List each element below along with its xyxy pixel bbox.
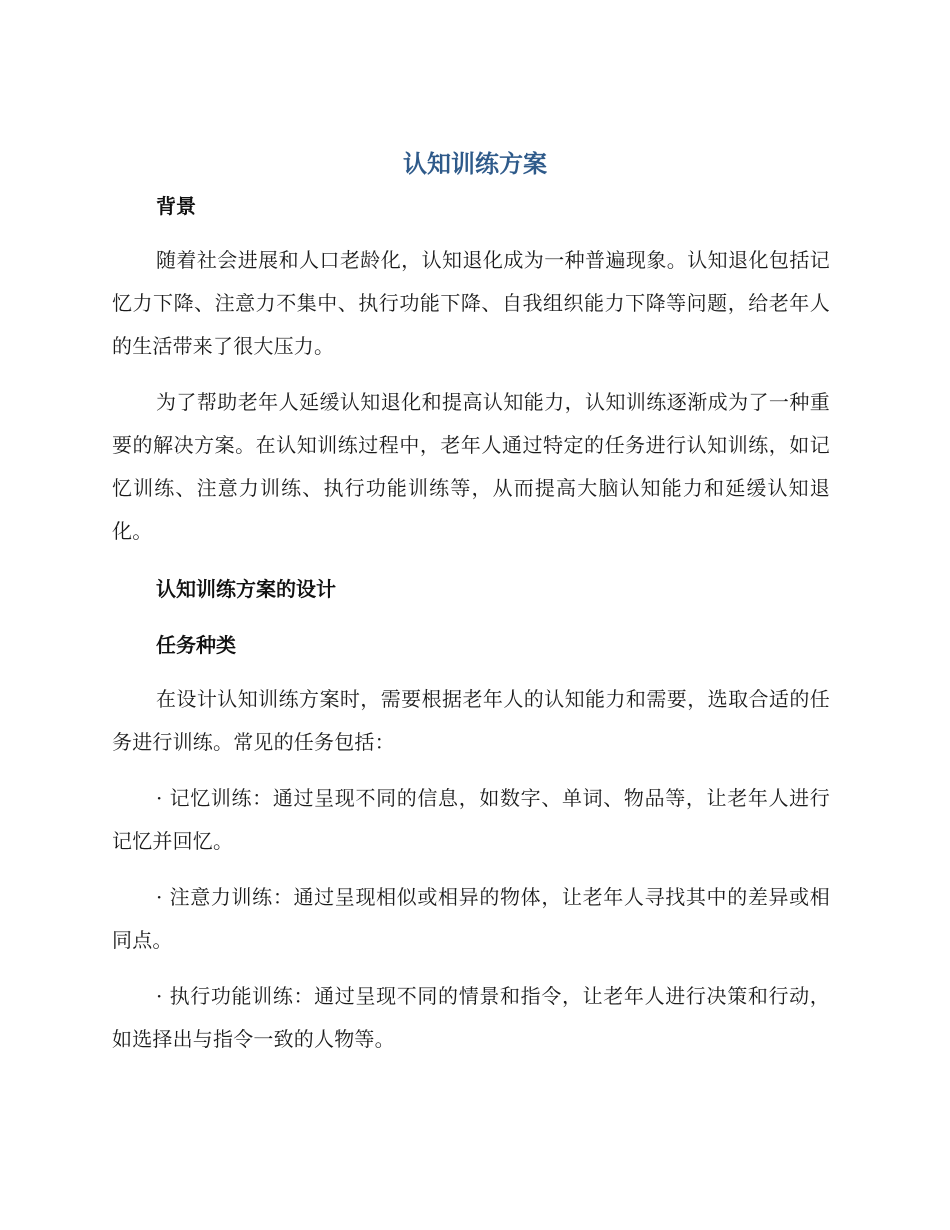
section-heading-design: 认知训练方案的设计 [156, 577, 336, 601]
document-body [112, 186, 830, 1061]
background-paragraph-1: 随着社会进展和人口老龄化，认知退化成为一种普遍现象。认知退化包括记忆力下降、注意力不集中、执行功能下降、自我组织能力下降等问题，给老年人的生活带来了很大压力。 [112, 248, 830, 358]
section-heading-background: 背景 [156, 194, 196, 218]
section-heading-task-types: 任务种类 [156, 633, 236, 657]
document-title: 认知训练方案 [403, 150, 547, 178]
list-item-executive-function-training: · 执行功能训练：通过呈现不同的情景和指令，让老年人进行决策和行动，如选择出与指令一致的人物等。 [112, 984, 830, 1051]
background-paragraph-2: 为了帮助老年人延缓认知退化和提高认知能力，认知训练逐渐成为了一种重要的解决方案。在认知训练过程中，老年人通过特定的任务进行认知训练，如记忆训练、注意力训练、执行功能训练等，从而提高大脑认知能力和延缓认知退化。 [112, 390, 830, 543]
list-item-memory-training: · 记忆训练：通过呈现不同的信息，如数字、单词、物品等，让老年人进行记忆并回忆。 [112, 786, 830, 853]
task-types-intro: 在设计认知训练方案时，需要根据老年人的认知能力和需要，选取合适的任务进行训练。常见的任务包括： [112, 687, 830, 754]
list-item-attention-training: · 注意力训练：通过呈现相似或相异的物体，让老年人寻找其中的差异或相同点。 [112, 885, 830, 952]
